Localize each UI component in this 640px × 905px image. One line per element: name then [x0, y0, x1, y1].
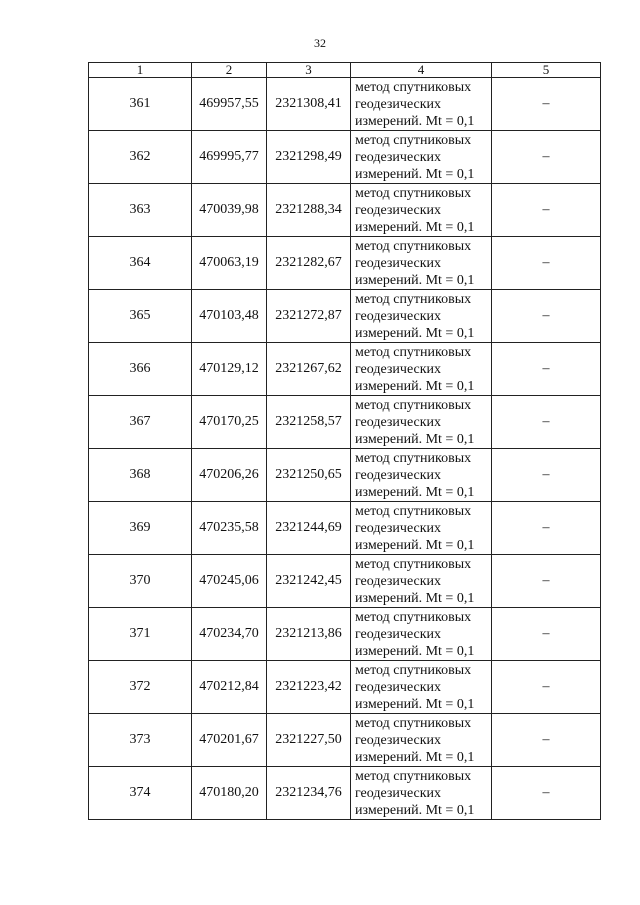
point-number-cell: 363: [89, 184, 192, 237]
method-text-line: геодезических: [355, 96, 442, 112]
table-row: [89, 131, 601, 184]
method-cell: [351, 714, 492, 767]
point-number-cell: 371: [89, 608, 192, 661]
point-number-cell: 367: [89, 396, 192, 449]
x-coordinate-cell: 470180,20: [192, 767, 267, 820]
coordinates-table: [88, 62, 601, 820]
method-text-line: метод спутниковых: [355, 768, 472, 784]
method-cell: [351, 767, 492, 820]
method-cell: [351, 502, 492, 555]
header-col-2: 2: [192, 63, 267, 78]
method-text-line: геодезических: [355, 149, 442, 165]
method-cell: [351, 396, 492, 449]
method-text-line: геодезических: [355, 573, 442, 589]
y-coordinate-cell: 2321213,86: [267, 608, 351, 661]
point-number-cell: 369: [89, 502, 192, 555]
note-cell: –: [492, 661, 601, 714]
y-coordinate-cell: 2321242,45: [267, 555, 351, 608]
table-row: [89, 78, 601, 131]
header-col-1: 1: [89, 63, 192, 78]
header-col-3: 3: [267, 63, 351, 78]
table-row: [89, 714, 601, 767]
method-text-line: геодезических: [355, 414, 442, 430]
method-cell: [351, 555, 492, 608]
table-row: [89, 767, 601, 820]
table-header-row: [89, 63, 601, 78]
x-coordinate-cell: 470206,26: [192, 449, 267, 502]
y-coordinate-cell: 2321267,62: [267, 343, 351, 396]
method-cell: [351, 290, 492, 343]
method-text-line: измерений. Mt = 0,1: [355, 643, 475, 659]
point-number-cell: 362: [89, 131, 192, 184]
note-cell: –: [492, 396, 601, 449]
x-coordinate-cell: 470235,58: [192, 502, 267, 555]
note-cell: –: [492, 608, 601, 661]
method-cell: [351, 78, 492, 131]
method-text-line: измерений. Mt = 0,1: [355, 484, 475, 500]
method-text-line: измерений. Mt = 0,1: [355, 537, 475, 553]
y-coordinate-cell: 2321250,65: [267, 449, 351, 502]
method-text-line: измерений. Mt = 0,1: [355, 272, 475, 288]
point-number-cell: 372: [89, 661, 192, 714]
point-number-cell: 370: [89, 555, 192, 608]
x-coordinate-cell: 470212,84: [192, 661, 267, 714]
method-cell: [351, 661, 492, 714]
table-row: [89, 502, 601, 555]
method-text-line: метод спутниковых: [355, 291, 472, 307]
page-number: 32: [314, 36, 326, 50]
method-text-line: геодезических: [355, 785, 442, 801]
method-text-line: геодезических: [355, 732, 442, 748]
note-cell: –: [492, 555, 601, 608]
method-text-line: измерений. Mt = 0,1: [355, 696, 475, 712]
method-text-line: геодезических: [355, 679, 442, 695]
note-cell: –: [492, 343, 601, 396]
method-text-line: метод спутниковых: [355, 609, 472, 625]
note-cell: –: [492, 131, 601, 184]
method-text-line: измерений. Mt = 0,1: [355, 166, 475, 182]
y-coordinate-cell: 2321282,67: [267, 237, 351, 290]
method-text-line: измерений. Mt = 0,1: [355, 378, 475, 394]
method-cell: [351, 343, 492, 396]
method-text-line: геодезических: [355, 308, 442, 324]
table-row: [89, 290, 601, 343]
method-text-line: метод спутниковых: [355, 662, 472, 678]
method-text-line: метод спутниковых: [355, 132, 472, 148]
y-coordinate-cell: 2321223,42: [267, 661, 351, 714]
method-text-line: измерений. Mt = 0,1: [355, 219, 475, 235]
point-number-cell: 365: [89, 290, 192, 343]
x-coordinate-cell: 470170,25: [192, 396, 267, 449]
table-row: [89, 449, 601, 502]
point-number-cell: 368: [89, 449, 192, 502]
table-row: [89, 184, 601, 237]
note-cell: –: [492, 237, 601, 290]
note-cell: –: [492, 502, 601, 555]
x-coordinate-cell: 470103,48: [192, 290, 267, 343]
note-cell: –: [492, 78, 601, 131]
method-cell: [351, 449, 492, 502]
method-text-line: метод спутниковых: [355, 238, 472, 254]
method-text-line: геодезических: [355, 255, 442, 271]
y-coordinate-cell: 2321298,49: [267, 131, 351, 184]
method-text-line: геодезических: [355, 467, 442, 483]
table-row: [89, 661, 601, 714]
method-text-line: измерений. Mt = 0,1: [355, 431, 475, 447]
point-number-cell: 361: [89, 78, 192, 131]
table-row: [89, 608, 601, 661]
method-text-line: метод спутниковых: [355, 79, 472, 95]
table-row: [89, 396, 601, 449]
y-coordinate-cell: 2321288,34: [267, 184, 351, 237]
header-col-5: 5: [492, 63, 601, 78]
header-col-4: 4: [351, 63, 492, 78]
y-coordinate-cell: 2321258,57: [267, 396, 351, 449]
y-coordinate-cell: 2321308,41: [267, 78, 351, 131]
method-text-line: метод спутниковых: [355, 397, 472, 413]
method-text-line: измерений. Mt = 0,1: [355, 749, 475, 765]
table-body: [89, 78, 601, 820]
x-coordinate-cell: 469957,55: [192, 78, 267, 131]
note-cell: –: [492, 184, 601, 237]
method-text-line: метод спутниковых: [355, 450, 472, 466]
point-number-cell: 373: [89, 714, 192, 767]
method-text-line: метод спутниковых: [355, 344, 472, 360]
method-cell: [351, 608, 492, 661]
method-text-line: измерений. Mt = 0,1: [355, 113, 475, 129]
method-text-line: геодезических: [355, 520, 442, 536]
x-coordinate-cell: 470234,70: [192, 608, 267, 661]
x-coordinate-cell: 469995,77: [192, 131, 267, 184]
x-coordinate-cell: 470201,67: [192, 714, 267, 767]
table-row: [89, 237, 601, 290]
method-cell: [351, 237, 492, 290]
method-cell: [351, 184, 492, 237]
method-cell: [351, 131, 492, 184]
x-coordinate-cell: 470063,19: [192, 237, 267, 290]
point-number-cell: 364: [89, 237, 192, 290]
note-cell: –: [492, 767, 601, 820]
x-coordinate-cell: 470129,12: [192, 343, 267, 396]
method-text-line: геодезических: [355, 626, 442, 642]
table-row: [89, 555, 601, 608]
point-number-cell: 374: [89, 767, 192, 820]
y-coordinate-cell: 2321234,76: [267, 767, 351, 820]
note-cell: –: [492, 290, 601, 343]
method-text-line: метод спутниковых: [355, 715, 472, 731]
method-text-line: метод спутниковых: [355, 185, 472, 201]
method-text-line: метод спутниковых: [355, 503, 472, 519]
table-row: [89, 343, 601, 396]
method-text-line: геодезических: [355, 202, 442, 218]
method-text-line: измерений. Mt = 0,1: [355, 325, 475, 341]
point-number-cell: 366: [89, 343, 192, 396]
y-coordinate-cell: 2321244,69: [267, 502, 351, 555]
y-coordinate-cell: 2321227,50: [267, 714, 351, 767]
method-text-line: метод спутниковых: [355, 556, 472, 572]
x-coordinate-cell: 470039,98: [192, 184, 267, 237]
note-cell: –: [492, 449, 601, 502]
x-coordinate-cell: 470245,06: [192, 555, 267, 608]
note-cell: –: [492, 714, 601, 767]
method-text-line: геодезических: [355, 361, 442, 377]
method-text-line: измерений. Mt = 0,1: [355, 802, 475, 818]
y-coordinate-cell: 2321272,87: [267, 290, 351, 343]
method-text-line: измерений. Mt = 0,1: [355, 590, 475, 606]
